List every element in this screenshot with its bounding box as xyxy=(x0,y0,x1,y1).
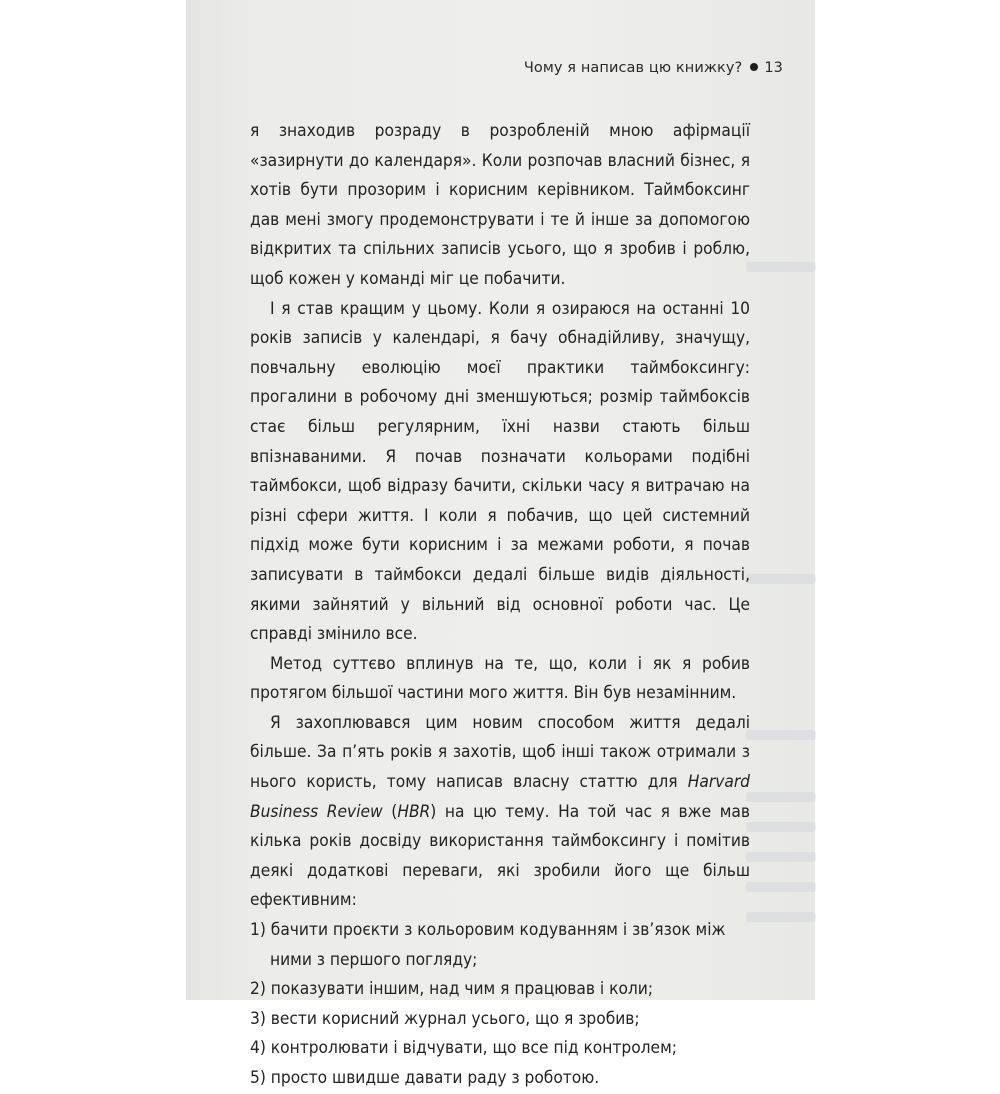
running-head xyxy=(524,60,783,76)
paragraph-text: ( xyxy=(382,801,398,822)
book-page xyxy=(186,0,815,1088)
list-item: 2) показувати іншим, над чим я працював і коли; xyxy=(250,979,654,1000)
bullet-icon xyxy=(750,63,758,71)
page-number: 13 xyxy=(764,60,783,76)
journal-title: Harvard Business Review xyxy=(250,772,750,822)
show-through-mark xyxy=(746,730,816,740)
chapter-title: Чому я написав цю книжку? xyxy=(523,60,743,76)
journal-abbreviation: HBR xyxy=(397,801,431,822)
show-through-mark xyxy=(746,822,816,832)
paragraph-text: Я захоплювався цим новим способом життя дедалі більше. За п’ять років я захотів, щоб інші також отримали з нього користь, тому написав власну статтю для xyxy=(250,712,750,793)
show-through-mark xyxy=(746,792,816,802)
show-through-mark xyxy=(746,882,816,892)
benefits-list xyxy=(250,916,750,1094)
show-through-mark xyxy=(746,912,816,922)
list-item: 1) бачити проєкти з кольоровим кодуванням і зв’язок між ними з першого погляду; xyxy=(250,920,726,970)
show-through-mark xyxy=(746,574,816,584)
list-item: 3) вести корисний журнал усього, що я зробив; xyxy=(250,1008,640,1029)
list-item: 4) контролювати і відчувати, що все під контролем; xyxy=(250,1038,677,1059)
paragraph: Метод суттєво вплинув на те, що, коли і як я робив протягом більшої частини мого життя. Він був незамінним. xyxy=(250,653,750,704)
paragraph-text: ) на цю тему. На той час я вже мав кілька років досвіду використання таймбоксингу і помітив деякі додаткові переваги, які зробили його ще більш ефективним: xyxy=(250,801,750,911)
paragraph xyxy=(250,709,750,916)
show-through-mark xyxy=(746,262,816,272)
paragraph: я знаходив розраду в розробленій мною афірмації «зазирнути до календаря». Коли розпочав власний бізнес, я хотів бути прозорим і корисним керівником. Таймбоксинг дав мені змогу продемонструвати і те й інше за допомогою відкритих та спільних записів усього, що я зробив і роблю, щоб кожен у команді міг це побачити. xyxy=(250,121,750,289)
show-through-mark xyxy=(746,852,816,862)
paragraph: І я став кращим у цьому. Коли я озираюся на останні 10 років записів у календарі, я бачу обнадійливу, значущу, повчальну еволюцію моєї практики таймбоксингу: прогалини в робочому дні зменшуються; розмір таймбоксів стає більш регулярним, їхні назви стають більш впізнаваними. Я почав позначати кольорами подібні таймбокси, щоб відразу бачити, скільки часу я витрачаю на різні сфери життя. І коли я побачив, що цей системний підхід може бути корисним і за межами роботи, я почав записувати в таймбокси дедалі більше видів діяльності, якими зайнятий у вільний від основної роботи час. Це справді змінило все. xyxy=(250,298,750,645)
list-item: 5) просто швидше давати раду з роботою. xyxy=(250,1068,600,1088)
body-text xyxy=(250,117,750,1094)
